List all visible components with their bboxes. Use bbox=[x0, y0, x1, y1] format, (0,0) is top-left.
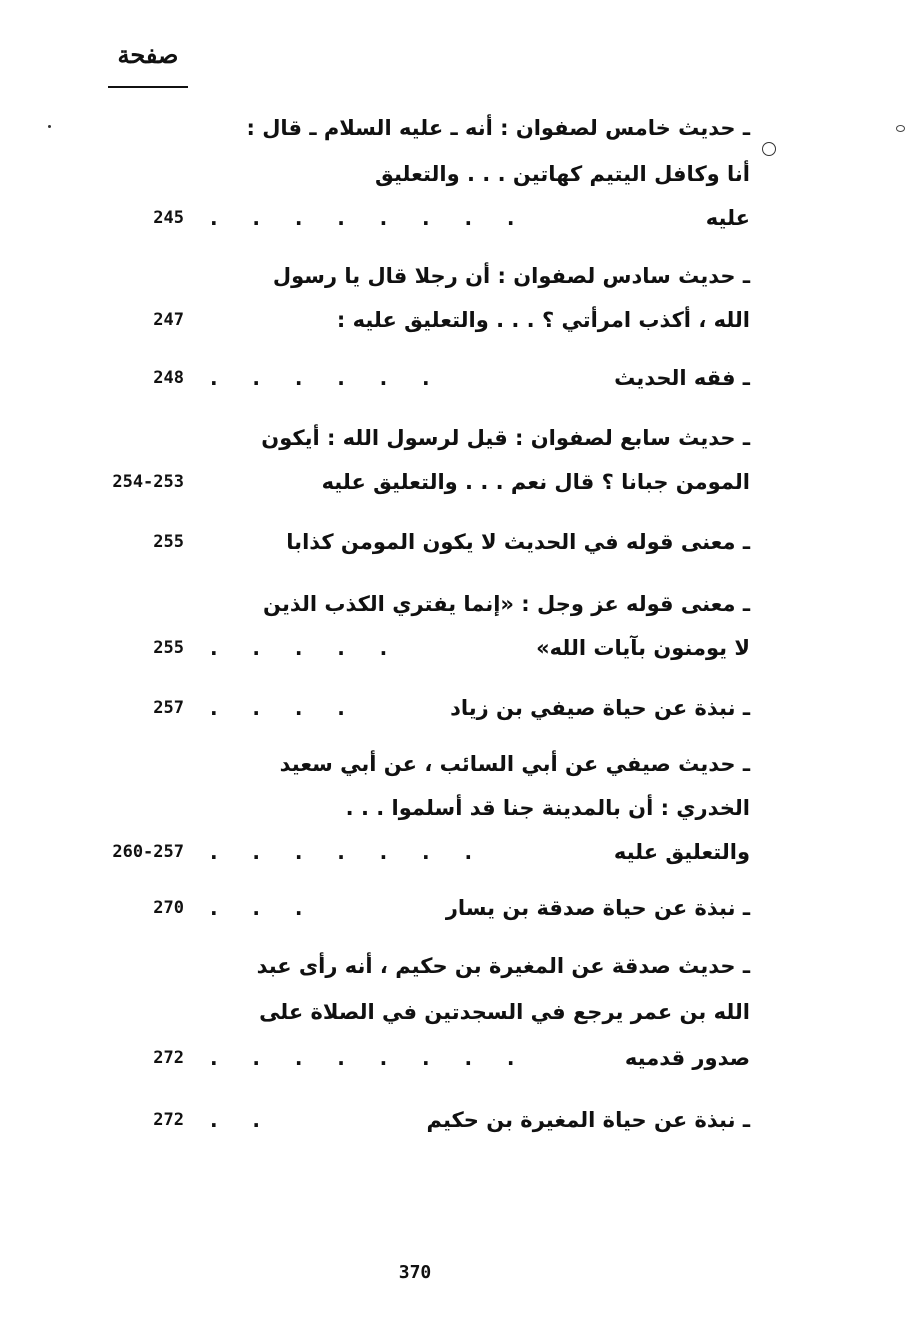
entry-page-number: 260-257 bbox=[112, 842, 184, 862]
dot-leader: . . . . . . bbox=[210, 366, 430, 390]
toc-line bbox=[100, 298, 750, 342]
toc-line bbox=[100, 106, 750, 150]
toc-line bbox=[100, 152, 750, 196]
toc-line bbox=[100, 416, 750, 460]
entry-text: الله ، أكذب امرأتي ؟ . . . والتعليق عليه : bbox=[336, 308, 750, 332]
dot-leader: . . . bbox=[210, 896, 303, 920]
entry-page-number bbox=[100, 990, 184, 1034]
entry-text: الخدري : أن بالمدينة جنا قد أسلموا . . . bbox=[345, 796, 750, 820]
dot-leader: . . . . . . . . bbox=[210, 1046, 515, 1070]
toc-line bbox=[100, 582, 750, 626]
toc-line bbox=[100, 254, 750, 298]
toc-line bbox=[100, 356, 750, 400]
toc-line bbox=[100, 626, 750, 670]
entry-text: الله بن عمر يرجع في السجدتين في الصلاة على bbox=[259, 1000, 750, 1024]
entry-page-number bbox=[100, 742, 184, 786]
entry-text: ـ حديث خامس لصفوان : أنه ـ عليه السلام ـ قال : bbox=[246, 116, 750, 140]
page-number: 370 bbox=[398, 1262, 432, 1283]
entry-page-number: 247 bbox=[153, 310, 184, 330]
entry-page-number: 255 bbox=[153, 532, 184, 552]
toc-line bbox=[100, 944, 750, 988]
scan-speck bbox=[48, 125, 51, 128]
entry-page-number bbox=[100, 944, 184, 988]
entry-page-number: 245 bbox=[153, 208, 184, 228]
toc-line bbox=[100, 196, 750, 240]
entry-text: ـ معنى قوله في الحديث لا يكون المومن كذابا bbox=[286, 530, 750, 554]
entry-text: ـ فقه الحديث bbox=[614, 366, 750, 390]
entry-page-number: 257 bbox=[153, 698, 184, 718]
entry-text: لا يومنون بآيات الله» bbox=[536, 636, 750, 660]
entry-text: ـ حديث سادس لصفوان : أن رجلا قال يا رسول bbox=[272, 264, 750, 288]
dot-leader: . . . . . . . . bbox=[210, 206, 515, 230]
entry-text: ـ حديث سابع لصفوان : قيل لرسول الله : أيكون bbox=[261, 426, 750, 450]
scan-mark-small bbox=[896, 125, 905, 132]
toc-line bbox=[100, 990, 750, 1034]
entry-text: ـ نبذة عن حياة صدقة بن يسار bbox=[445, 896, 750, 920]
entry-text: ـ حديث صيفي عن أبي السائب ، عن أبي سعيد bbox=[279, 752, 750, 776]
entry-page-number: 255 bbox=[153, 638, 184, 658]
entry-page-number bbox=[100, 582, 184, 626]
entry-text: ـ معنى قوله عز وجل : «إنما يفتري الكذب الذين bbox=[263, 592, 750, 616]
header-underline bbox=[108, 86, 188, 88]
scan-mark-ring bbox=[762, 142, 776, 156]
toc-line bbox=[100, 742, 750, 786]
entry-text: صدور قدميه bbox=[624, 1046, 750, 1070]
entry-text: ـ حديث صدقة عن المغيرة بن حكيم ، أنه رأى عبد bbox=[256, 954, 750, 978]
dot-leader: . . . . . . . bbox=[210, 840, 473, 864]
entry-text: المومن جبانا ؟ قال نعم . . . والتعليق عليه bbox=[321, 470, 750, 494]
dot-leader: . . . . . bbox=[210, 636, 388, 660]
entry-page-number: 272 bbox=[153, 1048, 184, 1068]
entry-page-number: 270 bbox=[153, 898, 184, 918]
entry-page-number bbox=[100, 786, 184, 830]
entry-text: عليه bbox=[705, 206, 750, 230]
page-column-header: صفحة bbox=[117, 40, 179, 69]
entry-text: والتعليق عليه bbox=[613, 840, 750, 864]
entry-page-number bbox=[100, 152, 184, 196]
entry-page-number bbox=[100, 106, 184, 150]
entry-page-number: 272 bbox=[153, 1110, 184, 1130]
toc-line bbox=[100, 520, 750, 564]
dot-leader: . . bbox=[210, 1108, 261, 1132]
toc-line bbox=[100, 1098, 750, 1142]
toc-line bbox=[100, 460, 750, 504]
toc-line bbox=[100, 830, 750, 874]
entry-page-number: 254-253 bbox=[112, 472, 184, 492]
entry-page-number bbox=[100, 254, 184, 298]
entry-text: ـ نبذة عن حياة المغيرة بن حكيم bbox=[426, 1108, 750, 1132]
entry-page-number: 248 bbox=[153, 368, 184, 388]
toc-line bbox=[100, 1036, 750, 1080]
toc-line bbox=[100, 886, 750, 930]
entry-page-number bbox=[100, 416, 184, 460]
toc-line bbox=[100, 686, 750, 730]
dot-leader: . . . . bbox=[210, 696, 345, 720]
entry-text: أنا وكافل اليتيم كهاتين . . . والتعليق bbox=[375, 162, 750, 186]
entry-text: ـ نبذة عن حياة صيفي بن زياد bbox=[450, 696, 750, 720]
toc-line bbox=[100, 786, 750, 830]
